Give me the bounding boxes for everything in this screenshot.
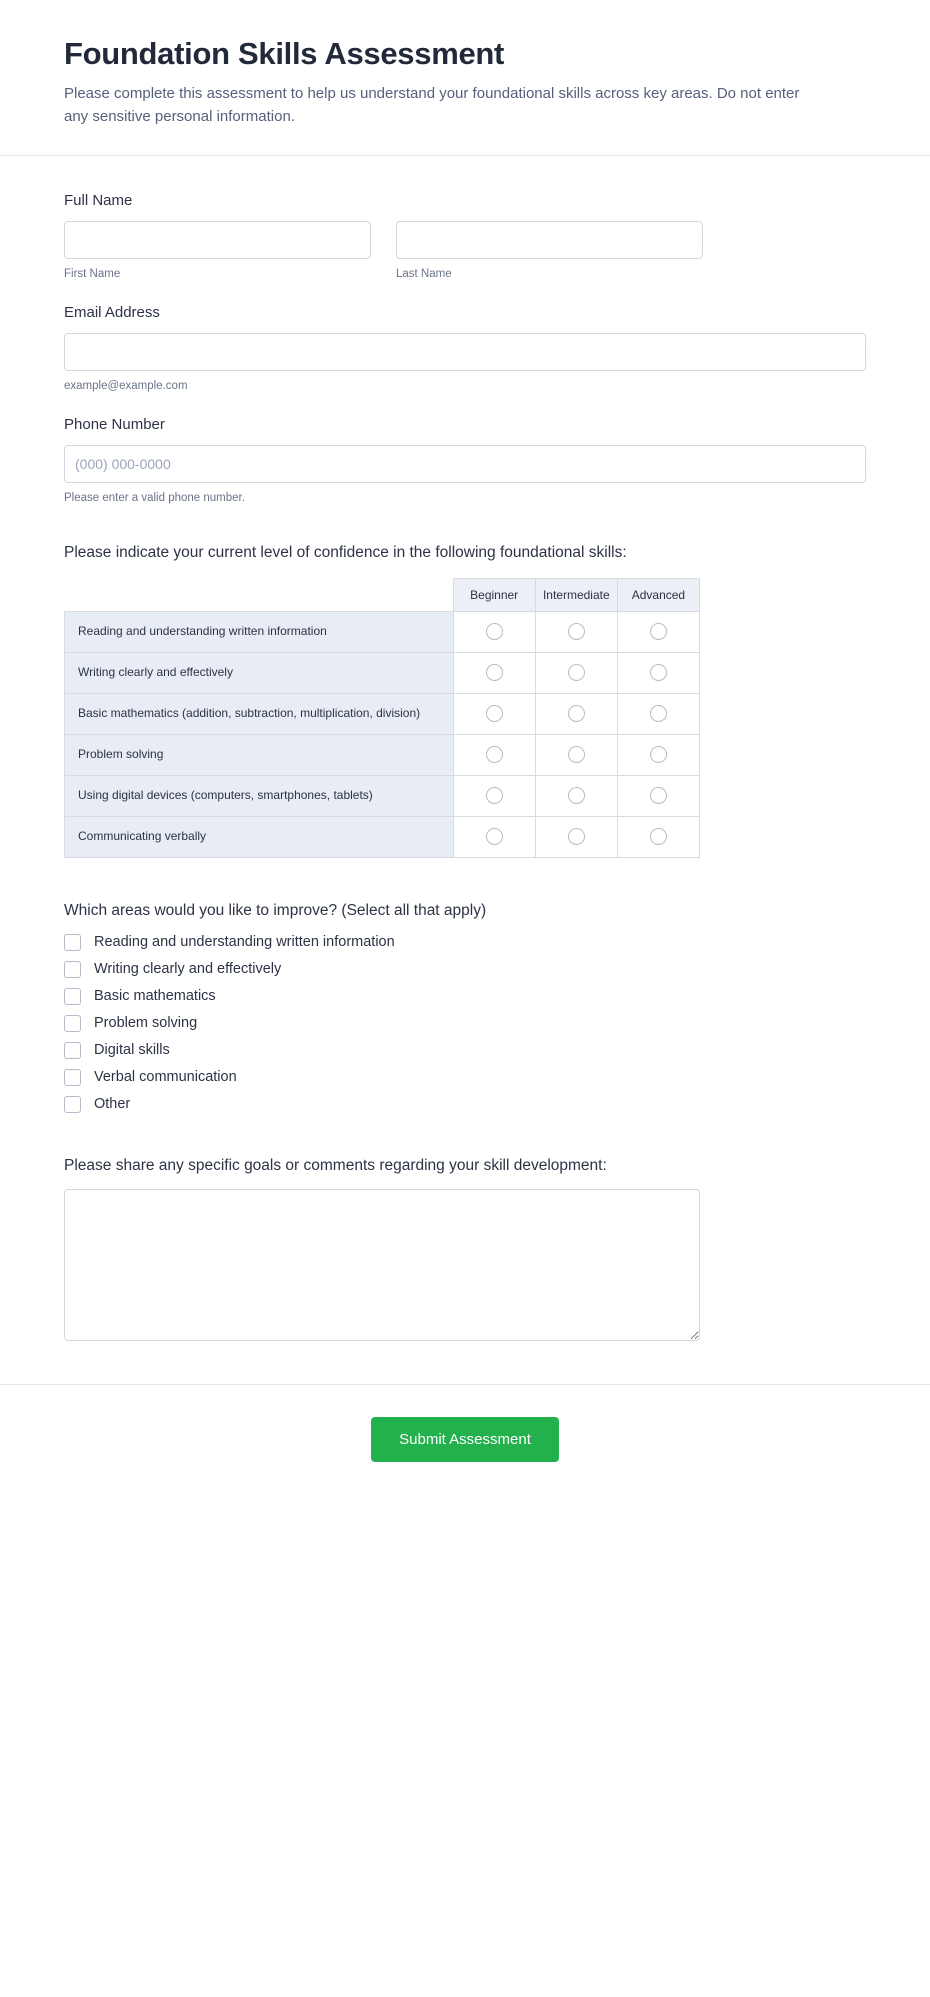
- matrix-cell[interactable]: [453, 816, 535, 857]
- radio-advanced[interactable]: [650, 787, 667, 804]
- matrix-row-label: Reading and understanding written information: [65, 611, 454, 652]
- radio-advanced[interactable]: [650, 664, 667, 681]
- matrix-question: Please indicate your current level of confidence in the following foundational skills:: [64, 543, 627, 561]
- radio-advanced[interactable]: [650, 746, 667, 763]
- last-name-sublabel: Last Name: [396, 267, 452, 280]
- field-email: [64, 304, 866, 392]
- comments-textarea[interactable]: [64, 1189, 700, 1341]
- table-row: [65, 775, 700, 816]
- matrix-cell[interactable]: [535, 775, 617, 816]
- checkbox-icon[interactable]: [64, 988, 81, 1005]
- first-name-sublabel: First Name: [64, 267, 121, 280]
- checkbox-icon[interactable]: [64, 1042, 81, 1059]
- checkbox-icon[interactable]: [64, 1096, 81, 1113]
- matrix-cell[interactable]: [453, 734, 535, 775]
- first-name-input[interactable]: [64, 221, 371, 259]
- comments-question: Please share any specific goals or comments regarding your skill development:: [64, 1156, 607, 1174]
- radio-beginner[interactable]: [486, 746, 503, 763]
- email-label: Email Address: [64, 303, 160, 321]
- matrix-body: [65, 611, 700, 857]
- table-row: [65, 816, 700, 857]
- field-phone: [64, 416, 866, 504]
- matrix-cell[interactable]: [617, 734, 699, 775]
- comments-block: [64, 1157, 866, 1346]
- checkbox-option-verbal-communication[interactable]: [64, 1069, 866, 1086]
- radio-intermediate[interactable]: [568, 787, 585, 804]
- matrix-row-label: Using digital devices (computers, smartphones, tablets): [65, 775, 454, 816]
- confidence-matrix: [64, 578, 700, 858]
- checkbox-label: Digital skills: [94, 1042, 170, 1058]
- improvement-areas-block: [64, 902, 866, 1113]
- field-full-name: [64, 192, 866, 280]
- last-name-input[interactable]: [396, 221, 703, 259]
- matrix-row-label: Communicating verbally: [65, 816, 454, 857]
- radio-intermediate[interactable]: [568, 705, 585, 722]
- matrix-cell[interactable]: [535, 734, 617, 775]
- matrix-col-intermediate: Intermediate: [535, 578, 617, 611]
- matrix-row-label: Problem solving: [65, 734, 454, 775]
- checkbox-label: Problem solving: [94, 1015, 198, 1031]
- checkbox-icon[interactable]: [64, 961, 81, 978]
- checkbox-question: Which areas would you like to improve? (Select all that apply): [64, 901, 487, 919]
- page-subtitle: Please complete this assessment to help us understand your foundational skills across key areas. Do not enter any sensitive personal information.: [64, 85, 800, 126]
- matrix-cell[interactable]: [535, 816, 617, 857]
- checkbox-option-mathematics[interactable]: [64, 988, 866, 1005]
- last-name-group: [396, 221, 703, 280]
- checkbox-label: Writing clearly and effectively: [94, 961, 282, 977]
- radio-beginner[interactable]: [486, 828, 503, 845]
- radio-beginner[interactable]: [486, 623, 503, 640]
- matrix-header-row: [65, 578, 700, 611]
- checkbox-option-digital-skills[interactable]: [64, 1042, 866, 1059]
- matrix-row-label: Basic mathematics (addition, subtraction, multiplication, division): [65, 693, 454, 734]
- radio-advanced[interactable]: [650, 828, 667, 845]
- radio-beginner[interactable]: [486, 664, 503, 681]
- email-input[interactable]: [64, 333, 866, 371]
- checkbox-icon[interactable]: [64, 1015, 81, 1032]
- matrix-cell[interactable]: [617, 652, 699, 693]
- radio-beginner[interactable]: [486, 787, 503, 804]
- page-title: Foundation Skills Assessment: [64, 36, 505, 71]
- matrix-head: [65, 578, 700, 611]
- matrix-cell[interactable]: [617, 611, 699, 652]
- form-footer: [0, 1384, 930, 1502]
- form-header: [0, 0, 930, 156]
- checkbox-label: Verbal communication: [94, 1069, 237, 1085]
- matrix-cell[interactable]: [453, 611, 535, 652]
- radio-advanced[interactable]: [650, 705, 667, 722]
- full-name-label: Full Name: [64, 191, 133, 209]
- checkbox-option-writing[interactable]: [64, 961, 866, 978]
- matrix-row-label: Writing clearly and effectively: [65, 652, 454, 693]
- radio-intermediate[interactable]: [568, 746, 585, 763]
- matrix-col-advanced: Advanced: [617, 578, 699, 611]
- radio-intermediate[interactable]: [568, 828, 585, 845]
- checkbox-option-reading[interactable]: [64, 934, 866, 951]
- phone-input[interactable]: [64, 445, 866, 483]
- phone-label: Phone Number: [64, 415, 165, 433]
- radio-beginner[interactable]: [486, 705, 503, 722]
- checkbox-icon[interactable]: [64, 1069, 81, 1086]
- checkbox-label: Basic mathematics: [94, 988, 216, 1004]
- checkbox-label: Other: [94, 1096, 131, 1112]
- matrix-cell[interactable]: [617, 816, 699, 857]
- matrix-cell[interactable]: [453, 775, 535, 816]
- matrix-cell[interactable]: [617, 693, 699, 734]
- matrix-cell[interactable]: [535, 611, 617, 652]
- matrix-col-beginner: Beginner: [453, 578, 535, 611]
- checkbox-option-problem-solving[interactable]: [64, 1015, 866, 1032]
- form-body: [0, 156, 930, 1346]
- matrix-cell[interactable]: [535, 693, 617, 734]
- first-name-group: [64, 221, 371, 280]
- email-sublabel: example@example.com: [64, 379, 188, 392]
- table-row: [65, 693, 700, 734]
- radio-intermediate[interactable]: [568, 623, 585, 640]
- table-row: [65, 652, 700, 693]
- radio-advanced[interactable]: [650, 623, 667, 640]
- matrix-corner: [65, 578, 454, 611]
- matrix-cell[interactable]: [535, 652, 617, 693]
- matrix-cell[interactable]: [453, 652, 535, 693]
- checkbox-label: Reading and understanding written information: [94, 934, 395, 950]
- matrix-question-block: [64, 544, 866, 858]
- submit-button[interactable]: Submit Assessment: [371, 1417, 559, 1462]
- matrix-cell[interactable]: [453, 693, 535, 734]
- table-row: [65, 734, 700, 775]
- checkbox-option-other[interactable]: [64, 1096, 866, 1113]
- phone-sublabel: Please enter a valid phone number.: [64, 491, 245, 504]
- checkbox-icon[interactable]: [64, 934, 81, 951]
- matrix-cell[interactable]: [617, 775, 699, 816]
- full-name-row: [64, 221, 866, 280]
- table-row: [65, 611, 700, 652]
- radio-intermediate[interactable]: [568, 664, 585, 681]
